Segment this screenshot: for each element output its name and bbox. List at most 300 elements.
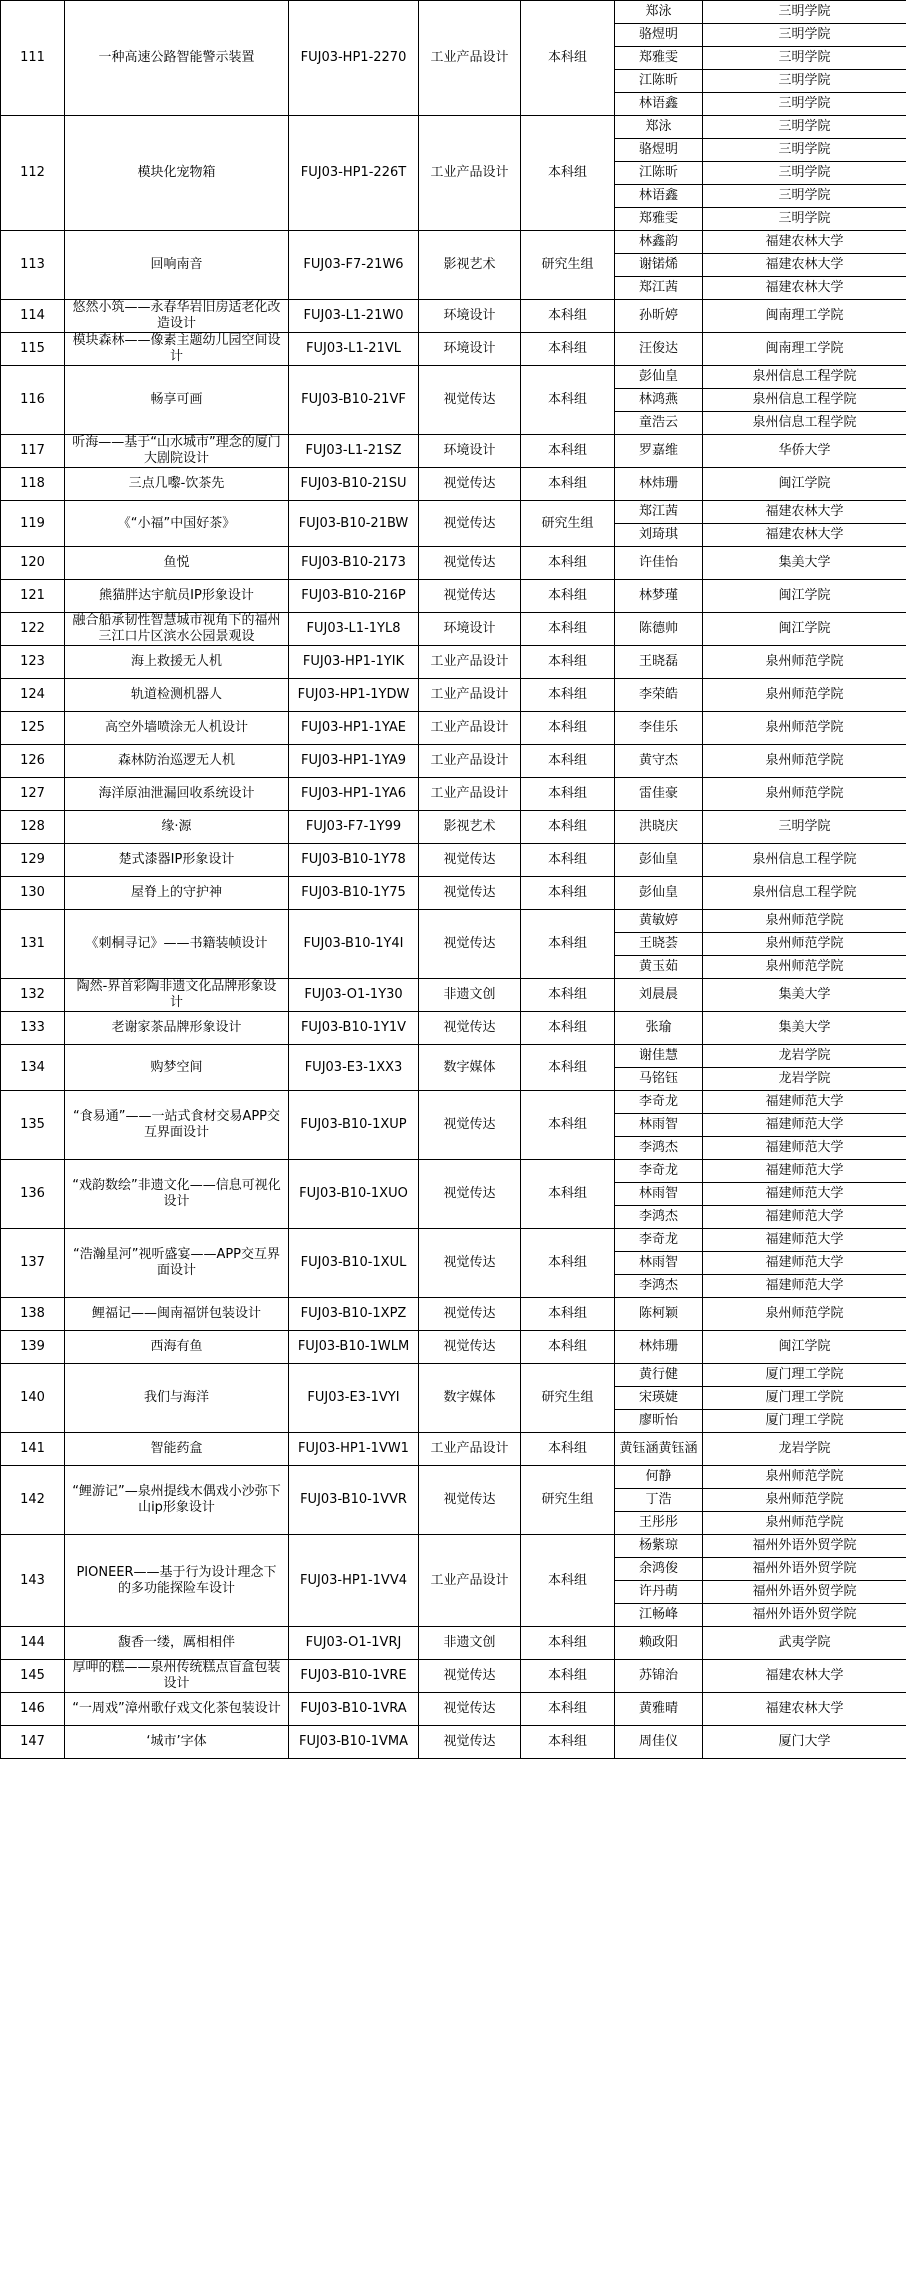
project-code: FUJ03-B10-1Y1V xyxy=(289,1012,419,1045)
project-code: FUJ03-HP1-2270 xyxy=(289,1,419,116)
project-category: 环境设计 xyxy=(419,333,521,366)
project-number: 122 xyxy=(1,613,65,646)
project-code: FUJ03-B10-1VRE xyxy=(289,1660,419,1693)
project-category: 视觉传达 xyxy=(419,580,521,613)
member-school: 三明学院 xyxy=(703,208,906,231)
project-number: 139 xyxy=(1,1331,65,1364)
project-name: 鲤福记——闽南福饼包装设计 xyxy=(65,1298,289,1331)
project-group: 本科组 xyxy=(521,1160,615,1229)
project-name: 海上救援无人机 xyxy=(65,646,289,679)
table-row xyxy=(1,1160,906,1183)
project-number: 142 xyxy=(1,1466,65,1535)
project-category: 非遗文创 xyxy=(419,979,521,1012)
project-code: FUJ03-HP1-1YIK xyxy=(289,646,419,679)
member-school: 福建师范大学 xyxy=(703,1252,906,1275)
project-name: 《刺桐寻记》——书籍装帧设计 xyxy=(65,910,289,979)
member-name: 李鸿杰 xyxy=(615,1137,703,1160)
table-row xyxy=(1,1229,906,1252)
member-name: 廖昕怡 xyxy=(615,1410,703,1433)
member-name: 郑雅雯 xyxy=(615,208,703,231)
table-row xyxy=(1,1364,906,1387)
member-name: 宋瑛婕 xyxy=(615,1387,703,1410)
member-school: 福州外语外贸学院 xyxy=(703,1558,906,1581)
member-school: 福建农林大学 xyxy=(703,501,906,524)
project-category: 视觉传达 xyxy=(419,1466,521,1535)
member-name: 罗嘉维 xyxy=(615,435,703,468)
project-name: ‘城市’字体 xyxy=(65,1726,289,1759)
project-group: 本科组 xyxy=(521,613,615,646)
member-name: 郑泳 xyxy=(615,1,703,24)
project-group: 本科组 xyxy=(521,1012,615,1045)
project-name: “食易通”——一站式食材交易APP交互界面设计 xyxy=(65,1091,289,1160)
project-code: FUJ03-B10-1WLM xyxy=(289,1331,419,1364)
member-name: 林炜珊 xyxy=(615,468,703,501)
project-name: 厚呷的糕——泉州传统糕点盲盒包装设计 xyxy=(65,1660,289,1693)
project-group: 本科组 xyxy=(521,1091,615,1160)
project-code: FUJ03-B10-21SU xyxy=(289,468,419,501)
member-name: 江陈昕 xyxy=(615,162,703,185)
member-school: 泉州师范学院 xyxy=(703,1298,906,1331)
table-row xyxy=(1,1693,906,1726)
project-number: 147 xyxy=(1,1726,65,1759)
project-name: 悠然小筑——永春华岩旧房适老化改造设计 xyxy=(65,300,289,333)
project-group: 本科组 xyxy=(521,910,615,979)
member-school: 泉州师范学院 xyxy=(703,646,906,679)
project-name: 老谢家茶品牌形象设计 xyxy=(65,1012,289,1045)
project-name: “鲤游记”—泉州提线木偶戏小沙弥下山ip形象设计 xyxy=(65,1466,289,1535)
project-name: 海洋原油泄漏回收系统设计 xyxy=(65,778,289,811)
project-name: 轨道检测机器人 xyxy=(65,679,289,712)
project-name: 馥香一缕，厲相相伴 xyxy=(65,1627,289,1660)
table-row xyxy=(1,1091,906,1114)
project-group: 本科组 xyxy=(521,366,615,435)
table-row xyxy=(1,435,906,468)
project-group: 本科组 xyxy=(521,1693,615,1726)
member-school: 福建农林大学 xyxy=(703,254,906,277)
project-group: 本科组 xyxy=(521,1331,615,1364)
project-number: 121 xyxy=(1,580,65,613)
project-category: 工业产品设计 xyxy=(419,745,521,778)
member-school: 福建农林大学 xyxy=(703,1693,906,1726)
member-name: 黄守杰 xyxy=(615,745,703,778)
project-number: 135 xyxy=(1,1091,65,1160)
project-category: 非遗文创 xyxy=(419,1627,521,1660)
table-row xyxy=(1,844,906,877)
project-group: 本科组 xyxy=(521,1535,615,1627)
project-category: 视觉传达 xyxy=(419,844,521,877)
member-name: 陈德帅 xyxy=(615,613,703,646)
member-name: 林梦瑾 xyxy=(615,580,703,613)
member-school: 福建师范大学 xyxy=(703,1091,906,1114)
project-group: 本科组 xyxy=(521,811,615,844)
member-name: 林雨智 xyxy=(615,1252,703,1275)
project-code: FUJ03-B10-1Y75 xyxy=(289,877,419,910)
project-number: 141 xyxy=(1,1433,65,1466)
member-school: 三明学院 xyxy=(703,70,906,93)
member-school: 厦门理工学院 xyxy=(703,1410,906,1433)
member-school: 泉州师范学院 xyxy=(703,679,906,712)
project-name: 听海——基于“山水城市”理念的厦门大剧院设计 xyxy=(65,435,289,468)
project-group: 本科组 xyxy=(521,1660,615,1693)
table-row xyxy=(1,1535,906,1558)
member-name: 周佳仪 xyxy=(615,1726,703,1759)
member-name: 林炜珊 xyxy=(615,1331,703,1364)
member-school: 泉州信息工程学院 xyxy=(703,877,906,910)
member-name: 汪俊达 xyxy=(615,333,703,366)
project-category: 工业产品设计 xyxy=(419,1,521,116)
project-category: 视觉传达 xyxy=(419,501,521,547)
project-category: 视觉传达 xyxy=(419,877,521,910)
member-name: 谢佳慧 xyxy=(615,1045,703,1068)
table-row xyxy=(1,501,906,524)
member-name: 苏锦治 xyxy=(615,1660,703,1693)
project-name: 屋脊上的守护神 xyxy=(65,877,289,910)
project-code: FUJ03-B10-21BW xyxy=(289,501,419,547)
project-number: 127 xyxy=(1,778,65,811)
project-number: 116 xyxy=(1,366,65,435)
project-number: 131 xyxy=(1,910,65,979)
member-school: 福建农林大学 xyxy=(703,231,906,254)
member-school: 三明学院 xyxy=(703,1,906,24)
member-name: 彭仙皇 xyxy=(615,877,703,910)
member-school: 泉州信息工程学院 xyxy=(703,389,906,412)
project-name: 模块森林——像素主题幼儿园空间设计 xyxy=(65,333,289,366)
table-row xyxy=(1,547,906,580)
project-category: 数字媒体 xyxy=(419,1364,521,1433)
project-number: 113 xyxy=(1,231,65,300)
member-name: 丁浩 xyxy=(615,1489,703,1512)
project-name: “浩瀚星河”视听盛宴——APP交互界面设计 xyxy=(65,1229,289,1298)
table-row xyxy=(1,646,906,679)
project-name: 高空外墙喷涂无人机设计 xyxy=(65,712,289,745)
project-category: 数字媒体 xyxy=(419,1045,521,1091)
member-school: 龙岩学院 xyxy=(703,1433,906,1466)
member-name: 黄行健 xyxy=(615,1364,703,1387)
project-category: 视觉传达 xyxy=(419,1160,521,1229)
project-group: 本科组 xyxy=(521,778,615,811)
project-group: 本科组 xyxy=(521,712,615,745)
project-code: FUJ03-HP1-1VV4 xyxy=(289,1535,419,1627)
project-group: 本科组 xyxy=(521,580,615,613)
project-number: 133 xyxy=(1,1012,65,1045)
member-school: 三明学院 xyxy=(703,811,906,844)
member-name: 李荣皓 xyxy=(615,679,703,712)
project-category: 视觉传达 xyxy=(419,468,521,501)
project-group: 本科组 xyxy=(521,745,615,778)
project-group: 本科组 xyxy=(521,877,615,910)
project-number: 114 xyxy=(1,300,65,333)
table-row xyxy=(1,745,906,778)
table-row xyxy=(1,1,906,24)
member-name: 王彤彤 xyxy=(615,1512,703,1535)
member-name: 林雨智 xyxy=(615,1183,703,1206)
project-number: 123 xyxy=(1,646,65,679)
project-number: 111 xyxy=(1,1,65,116)
table-row xyxy=(1,979,906,1012)
project-number: 120 xyxy=(1,547,65,580)
project-number: 132 xyxy=(1,979,65,1012)
member-school: 三明学院 xyxy=(703,93,906,116)
member-school: 泉州师范学院 xyxy=(703,1512,906,1535)
project-code: FUJ03-L1-21SZ xyxy=(289,435,419,468)
table-row xyxy=(1,116,906,139)
project-group: 本科组 xyxy=(521,844,615,877)
project-number: 126 xyxy=(1,745,65,778)
member-name: 许佳怡 xyxy=(615,547,703,580)
member-name: 李奇龙 xyxy=(615,1091,703,1114)
member-school: 闽江学院 xyxy=(703,580,906,613)
project-group: 本科组 xyxy=(521,116,615,231)
member-name: 李鸿杰 xyxy=(615,1206,703,1229)
member-name: 林语鑫 xyxy=(615,93,703,116)
project-code: FUJ03-B10-1XPZ xyxy=(289,1298,419,1331)
project-number: 138 xyxy=(1,1298,65,1331)
project-group: 本科组 xyxy=(521,1298,615,1331)
member-school: 泉州师范学院 xyxy=(703,712,906,745)
project-code: FUJ03-HP1-226T xyxy=(289,116,419,231)
project-number: 140 xyxy=(1,1364,65,1433)
member-name: 黄雅晴 xyxy=(615,1693,703,1726)
project-group: 本科组 xyxy=(521,435,615,468)
project-code: FUJ03-B10-1XUL xyxy=(289,1229,419,1298)
member-name: 李奇龙 xyxy=(615,1229,703,1252)
project-number: 137 xyxy=(1,1229,65,1298)
member-school: 华侨大学 xyxy=(703,435,906,468)
member-school: 福建师范大学 xyxy=(703,1183,906,1206)
project-group: 研究生组 xyxy=(521,1364,615,1433)
member-school: 福州外语外贸学院 xyxy=(703,1604,906,1627)
member-school: 闽江学院 xyxy=(703,613,906,646)
member-name: 彭仙皇 xyxy=(615,366,703,389)
project-code: FUJ03-HP1-1YDW xyxy=(289,679,419,712)
project-category: 视觉传达 xyxy=(419,1693,521,1726)
project-category: 工业产品设计 xyxy=(419,116,521,231)
project-name: 我们与海洋 xyxy=(65,1364,289,1433)
member-school: 福建农林大学 xyxy=(703,524,906,547)
project-category: 视觉传达 xyxy=(419,1298,521,1331)
project-number: 118 xyxy=(1,468,65,501)
project-category: 影视艺术 xyxy=(419,231,521,300)
project-number: 119 xyxy=(1,501,65,547)
project-code: FUJ03-B10-1VVR xyxy=(289,1466,419,1535)
project-name: 森林防治巡逻无人机 xyxy=(65,745,289,778)
project-name: “一周戏”漳州歌仔戏文化茶包装设计 xyxy=(65,1693,289,1726)
project-group: 本科组 xyxy=(521,547,615,580)
member-school: 福建农林大学 xyxy=(703,1660,906,1693)
project-group: 本科组 xyxy=(521,1045,615,1091)
project-code: FUJ03-HP1-1YA6 xyxy=(289,778,419,811)
project-code: FUJ03-E3-1VYI xyxy=(289,1364,419,1433)
member-name: 彭仙皇 xyxy=(615,844,703,877)
project-category: 视觉传达 xyxy=(419,547,521,580)
project-code: FUJ03-B10-216P xyxy=(289,580,419,613)
project-group: 本科组 xyxy=(521,1433,615,1466)
member-name: 洪晓庆 xyxy=(615,811,703,844)
member-school: 闽江学院 xyxy=(703,468,906,501)
project-category: 工业产品设计 xyxy=(419,778,521,811)
member-school: 三明学院 xyxy=(703,139,906,162)
table-row xyxy=(1,1660,906,1693)
project-number: 146 xyxy=(1,1693,65,1726)
table-row xyxy=(1,1298,906,1331)
member-name: 林鸿燕 xyxy=(615,389,703,412)
project-category: 视觉传达 xyxy=(419,1331,521,1364)
member-name: 童浩云 xyxy=(615,412,703,435)
project-group: 本科组 xyxy=(521,979,615,1012)
project-code: FUJ03-B10-21VF xyxy=(289,366,419,435)
member-school: 三明学院 xyxy=(703,47,906,70)
member-name: 李鸿杰 xyxy=(615,1275,703,1298)
project-code: FUJ03-B10-1Y78 xyxy=(289,844,419,877)
table-row xyxy=(1,877,906,910)
project-code: FUJ03-O1-1VRJ xyxy=(289,1627,419,1660)
project-group: 本科组 xyxy=(521,1,615,116)
member-school: 福建师范大学 xyxy=(703,1206,906,1229)
member-name: 王晓荟 xyxy=(615,933,703,956)
project-code: FUJ03-B10-1XUP xyxy=(289,1091,419,1160)
member-school: 集美大学 xyxy=(703,979,906,1012)
member-school: 福建师范大学 xyxy=(703,1114,906,1137)
project-group: 本科组 xyxy=(521,1726,615,1759)
member-school: 福建师范大学 xyxy=(703,1137,906,1160)
project-number: 117 xyxy=(1,435,65,468)
project-name: 西海有鱼 xyxy=(65,1331,289,1364)
member-name: 李佳乐 xyxy=(615,712,703,745)
project-name: 购梦空间 xyxy=(65,1045,289,1091)
member-name: 刘晨晨 xyxy=(615,979,703,1012)
project-number: 134 xyxy=(1,1045,65,1091)
member-name: 郑泳 xyxy=(615,116,703,139)
table-row xyxy=(1,1466,906,1489)
member-school: 福建师范大学 xyxy=(703,1229,906,1252)
project-group: 本科组 xyxy=(521,1229,615,1298)
table-row xyxy=(1,300,906,333)
project-group: 本科组 xyxy=(521,679,615,712)
project-category: 视觉传达 xyxy=(419,1660,521,1693)
member-name: 刘琦琪 xyxy=(615,524,703,547)
project-code: FUJ03-O1-1Y30 xyxy=(289,979,419,1012)
project-code: FUJ03-L1-21VL xyxy=(289,333,419,366)
project-code: FUJ03-E3-1XX3 xyxy=(289,1045,419,1091)
member-school: 集美大学 xyxy=(703,547,906,580)
member-name: 杨紫琼 xyxy=(615,1535,703,1558)
project-code: FUJ03-B10-1VRA xyxy=(289,1693,419,1726)
member-school: 泉州师范学院 xyxy=(703,1466,906,1489)
member-school: 三明学院 xyxy=(703,24,906,47)
member-name: 郑雅雯 xyxy=(615,47,703,70)
project-name: 一种高速公路智能警示装置 xyxy=(65,1,289,116)
member-name: 江畅峰 xyxy=(615,1604,703,1627)
member-name: 郑江茜 xyxy=(615,501,703,524)
member-school: 三明学院 xyxy=(703,116,906,139)
member-school: 泉州师范学院 xyxy=(703,745,906,778)
member-school: 闽南理工学院 xyxy=(703,333,906,366)
member-name: 骆煜明 xyxy=(615,24,703,47)
table-row xyxy=(1,1012,906,1045)
project-category: 视觉传达 xyxy=(419,366,521,435)
project-group: 研究生组 xyxy=(521,231,615,300)
project-number: 130 xyxy=(1,877,65,910)
table-row xyxy=(1,1331,906,1364)
table-row xyxy=(1,366,906,389)
project-name: 模块化宠物箱 xyxy=(65,116,289,231)
project-number: 115 xyxy=(1,333,65,366)
project-code: FUJ03-F7-21W6 xyxy=(289,231,419,300)
table-row xyxy=(1,712,906,745)
member-name: 骆煜明 xyxy=(615,139,703,162)
project-code: FUJ03-B10-1VMA xyxy=(289,1726,419,1759)
project-code: FUJ03-B10-1XUO xyxy=(289,1160,419,1229)
project-code: FUJ03-L1-1YL8 xyxy=(289,613,419,646)
member-school: 泉州师范学院 xyxy=(703,910,906,933)
table-row xyxy=(1,580,906,613)
member-school: 泉州师范学院 xyxy=(703,933,906,956)
project-category: 工业产品设计 xyxy=(419,1433,521,1466)
table-row xyxy=(1,333,906,366)
member-school: 集美大学 xyxy=(703,1012,906,1045)
project-group: 本科组 xyxy=(521,646,615,679)
member-school: 武夷学院 xyxy=(703,1627,906,1660)
member-name: 雷佳豪 xyxy=(615,778,703,811)
project-name: PIONEER——基于行为设计理念下的多功能探险车设计 xyxy=(65,1535,289,1627)
table-row xyxy=(1,679,906,712)
project-category: 工业产品设计 xyxy=(419,1535,521,1627)
project-code: FUJ03-HP1-1YA9 xyxy=(289,745,419,778)
member-school: 厦门大学 xyxy=(703,1726,906,1759)
project-category: 工业产品设计 xyxy=(419,646,521,679)
member-school: 闽江学院 xyxy=(703,1331,906,1364)
table-row xyxy=(1,231,906,254)
project-code: FUJ03-B10-2173 xyxy=(289,547,419,580)
table-row xyxy=(1,613,906,646)
member-school: 闽南理工学院 xyxy=(703,300,906,333)
member-name: 谢锘烯 xyxy=(615,254,703,277)
project-name: 《“小福”中国好茶》 xyxy=(65,501,289,547)
table-row xyxy=(1,1726,906,1759)
member-school: 厦门理工学院 xyxy=(703,1364,906,1387)
project-number: 125 xyxy=(1,712,65,745)
member-school: 龙岩学院 xyxy=(703,1045,906,1068)
project-category: 视觉传达 xyxy=(419,1091,521,1160)
project-category: 环境设计 xyxy=(419,435,521,468)
member-name: 赖政阳 xyxy=(615,1627,703,1660)
project-code: FUJ03-HP1-1VW1 xyxy=(289,1433,419,1466)
project-name: 畅享可画 xyxy=(65,366,289,435)
member-name: 郑江茜 xyxy=(615,277,703,300)
member-school: 泉州师范学院 xyxy=(703,1489,906,1512)
member-name: 许丹萌 xyxy=(615,1581,703,1604)
table-row xyxy=(1,1433,906,1466)
member-name: 陈柯颖 xyxy=(615,1298,703,1331)
table-row xyxy=(1,811,906,844)
project-group: 本科组 xyxy=(521,300,615,333)
project-number: 128 xyxy=(1,811,65,844)
member-name: 黄钰涵黄钰涵 xyxy=(615,1433,703,1466)
project-category: 工业产品设计 xyxy=(419,712,521,745)
project-name: 缘·源 xyxy=(65,811,289,844)
project-group: 本科组 xyxy=(521,333,615,366)
project-name: 熊猫胖达宇航员IP形象设计 xyxy=(65,580,289,613)
member-name: 林雨智 xyxy=(615,1114,703,1137)
member-school: 厦门理工学院 xyxy=(703,1387,906,1410)
member-school: 福州外语外贸学院 xyxy=(703,1535,906,1558)
project-category: 环境设计 xyxy=(419,613,521,646)
member-name: 江陈昕 xyxy=(615,70,703,93)
project-category: 视觉传达 xyxy=(419,1012,521,1045)
member-school: 龙岩学院 xyxy=(703,1068,906,1091)
member-school: 泉州信息工程学院 xyxy=(703,412,906,435)
member-school: 福建师范大学 xyxy=(703,1160,906,1183)
